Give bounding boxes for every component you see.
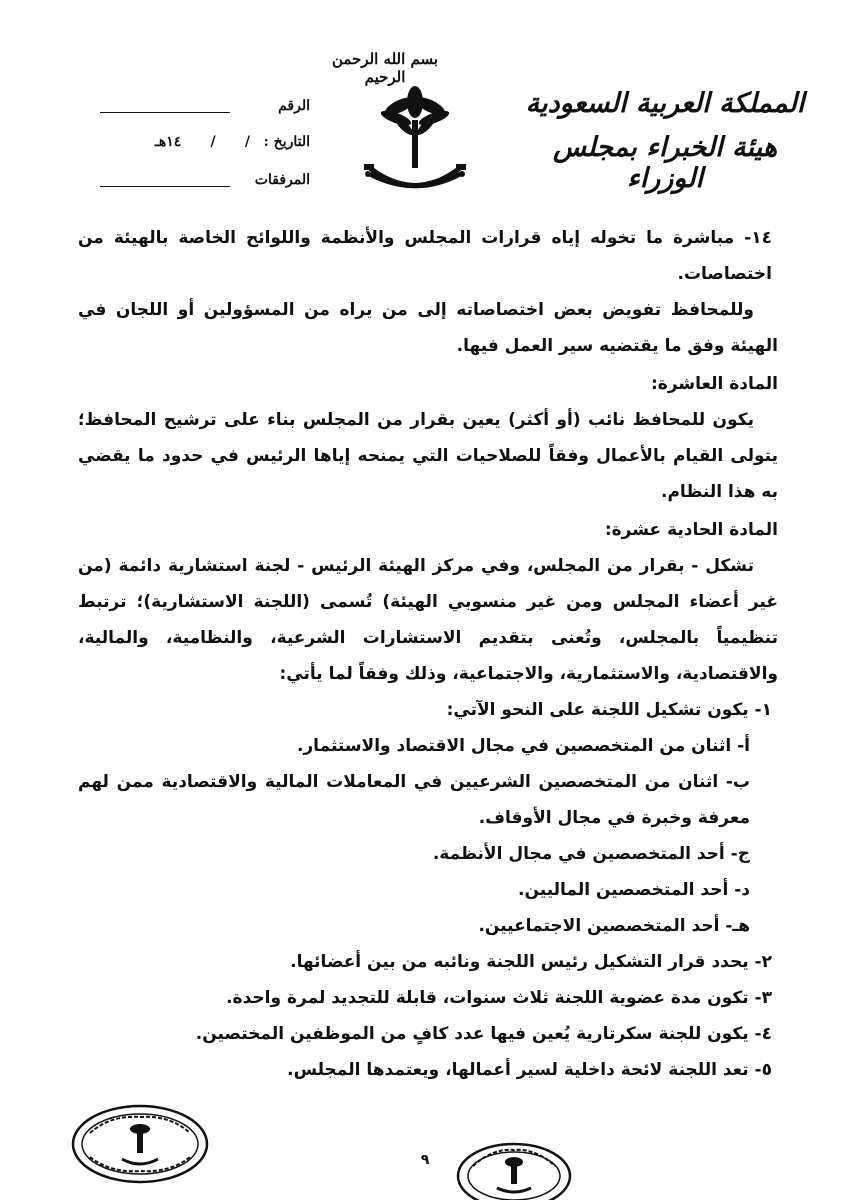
attachments-line: [100, 186, 230, 187]
article-11-text: تشكل - بقرار من المجلس، وفي مركز الهيئة الرئيس - لجنة استشارية دائمة (من غير أعضاء المجلس ومن غير منسوبي الهيئة) تُسمى (اللجنة الاستشارية)؛ ترتبط تنظيمياً بالمجلس، وتُعنى بتقديم الاستشارات الشرعية، والنظامية، والمالية، والاقتصادية، والاستثمارية، والاجتماعية، وذلك وفقاً لما يأتي:: [78, 556, 778, 684]
letterhead: [0, 0, 850, 215]
item-14: ١٤- مباشرة ما تخوله إياه قرارات المجلس والأنظمة واللوائح الخاصة بالهيئة من اختصاصات.: [78, 228, 772, 284]
sub-item-d: د- أحد المتخصصين الماليين.: [518, 880, 750, 900]
attachments-field: [70, 172, 310, 196]
document-body: [78, 220, 778, 1088]
official-seal-left-icon: [70, 1103, 210, 1185]
date-field: [70, 134, 310, 158]
page-number: ٩: [420, 1152, 430, 1168]
date-label: التاريخ :: [263, 134, 310, 150]
sub-item-b: ب- اثنان من المتخصصين الشرعيين في المعاملات المالية والاقتصادية ممن لهم معرفة وخبرة في مجال الأوقاف.: [78, 772, 750, 828]
kingdom-name: المملكة العربية السعودية: [525, 88, 805, 119]
item-2: ٢- يحدد قرار التشكيل رئيس اللجنة ونائبه من بين أعضائها.: [290, 952, 772, 972]
sub-item-a: أ- اثنان من المتخصصين في مجال الاقتصاد والاستثمار.: [296, 736, 750, 756]
article-10-text: يكون للمحافظ نائب (أو أكثر) يعين بقرار من المجلس بناء على ترشيح المحافظ؛ يتولى القيام بالأعمال وفقاً للصلاحيات التي يمنحه إياها الرئيس في حدود ما يقضي به هذا النظام.: [78, 410, 778, 502]
sub-item-e: هـ- أحد المتخصصين الاجتماعيين.: [478, 916, 750, 936]
number-field: [70, 98, 310, 122]
item-4: ٤- يكون للجنة سكرتارية يُعين فيها عدد كافٍ من الموظفين المختصين.: [195, 1024, 772, 1044]
item-3: ٣- تكون مدة عضوية اللجنة ثلاث سنوات، قابلة للتجديد لمرة واحدة.: [226, 988, 772, 1008]
sub-item-c: ج- أحد المتخصصين في مجال الأنظمة.: [432, 844, 750, 864]
article-11-title: المادة الحادية عشرة:: [604, 520, 778, 540]
item-1: ١- يكون تشكيل اللجنة على النحو الآتي:: [446, 700, 772, 720]
agency-name: هيئة الخبراء بمجلس الوزراء: [552, 132, 778, 194]
delegation-paragraph: وللمحافظ تفويض بعض اختصاصاته إلى من يراه من المسؤولين أو اللجان في الهيئة وفق ما يقتضيه سير العمل فيها.: [78, 300, 778, 356]
attachments-label: المرفقات: [254, 172, 310, 188]
item-5: ٥- تعد اللجنة لائحة داخلية لسير أعمالها، ويعتمدها المجلس.: [287, 1060, 772, 1080]
date-value: / / ١٤هـ: [154, 134, 250, 150]
number-line: [100, 112, 230, 113]
basmala: بسم الله الرحمن الرحيم: [331, 50, 439, 86]
number-label: الرقم: [278, 98, 310, 114]
saudi-emblem-icon: [360, 82, 470, 200]
official-seal-right-icon: [455, 1140, 573, 1200]
article-10-title: المادة العاشرة:: [651, 374, 778, 394]
